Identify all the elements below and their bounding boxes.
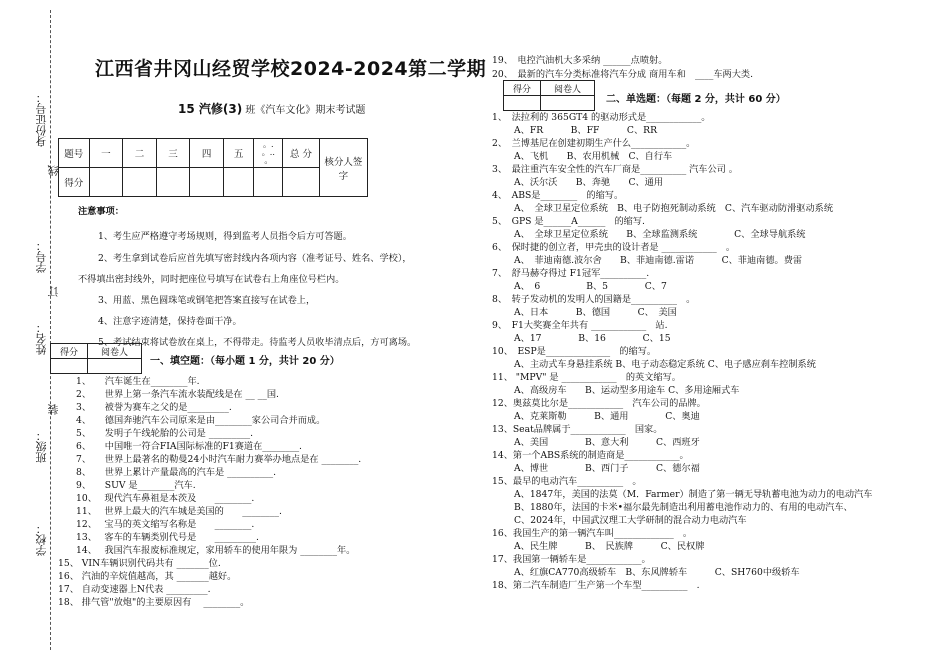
student-number-label: 学号： bbox=[35, 240, 48, 273]
score-input-cell bbox=[89, 168, 123, 197]
notice-item: 3、用蓝、黑色圆珠笔或钢笔把答案直接写在试卷上， bbox=[98, 295, 316, 306]
score-box-cell bbox=[504, 96, 541, 111]
fill-question: 6、 中国唯一符合FIA国际标准的F1赛道在________. bbox=[76, 441, 302, 452]
choice-question: 17、我国第一辆轿车是____________。 bbox=[492, 554, 651, 565]
fill-question: 2、 世界上第一条汽车流水装配线是在 __ __国. bbox=[76, 389, 279, 400]
choice-question: 18、第二汽车制造厂生产第一个车型__________ . bbox=[492, 580, 700, 591]
score-input-cell bbox=[283, 168, 320, 197]
fill-question: 11、 世界上最大的汽车城是美国的 ________. bbox=[76, 506, 282, 517]
class-name: 15 汽修(3) bbox=[178, 102, 243, 116]
fill-question: 10、 现代汽车鼻祖是本茨及 ________. bbox=[76, 493, 255, 504]
choice-options: A、沃尔沃 B、奔驰 C、通用 bbox=[514, 177, 664, 188]
section1-questions bbox=[58, 375, 361, 609]
score-cell: 得分 bbox=[59, 168, 90, 197]
notice-heading: 注意事项： bbox=[78, 206, 124, 217]
choice-question: 12、奥兹莫比尔是____________ 汽车公司的品牌。 bbox=[492, 398, 706, 409]
score-input-cell bbox=[254, 168, 283, 197]
notice-item: 1、考生应严格遵守考场规则，得到监考人员指令后方可答题。 bbox=[98, 231, 352, 242]
choice-options: A、民生牌 B、 民族牌 C、民权牌 bbox=[514, 541, 705, 552]
fill-question: 4、 德国奔驰汽车公司原来是由________家公司合并而成。 bbox=[76, 415, 326, 426]
choice-question: 6、 保时捷的创立者，甲壳虫的设计者是 ____________ 。 bbox=[492, 242, 736, 253]
choice-options: A、FR B、FF C、RR bbox=[514, 125, 657, 136]
fill-question: 18、 排气管"放炮"的主要原因有 ________。 bbox=[58, 597, 250, 608]
fill-question: 1、 汽车诞生在________年. bbox=[76, 376, 200, 387]
subtitle-rest: 班《汽车文化》期末考试题 bbox=[245, 105, 366, 116]
score-cell: 五 bbox=[223, 139, 254, 168]
section2-questions bbox=[492, 111, 932, 592]
choice-question: 11、 "MPV" 是 ____________ 的英文缩写。 bbox=[492, 372, 681, 383]
choice-options: A、红旗CA770高级轿车 B、东风牌轿车 C、SH760中级轿车 bbox=[514, 567, 800, 578]
fill-question: 15、 VIN车辆识别代码共有 _______位. bbox=[58, 558, 221, 569]
notice-item: 4、注意字迹清楚，保持卷面干净。 bbox=[98, 316, 242, 327]
id-number-label: 身份证号： bbox=[35, 92, 48, 147]
notice-item: 2、考生拿到试卷后应首先填写密封线内各项内容（准考证号、姓名、学校）， bbox=[98, 253, 412, 264]
school-label: 学校： bbox=[35, 523, 48, 556]
choice-options: A、博世 B、西门子 C、德尔福 bbox=[514, 463, 700, 474]
choice-question: 5、 GPS 是______A______ 的缩写. bbox=[492, 216, 645, 227]
section2-score-box bbox=[503, 80, 595, 111]
score-cell: 四 bbox=[190, 139, 224, 168]
fill-question: 16、 汽油的辛烷值越高，其 _______越好。 bbox=[58, 571, 237, 582]
score-input-cell bbox=[190, 168, 224, 197]
fill-question: 8、 世界上累计产量最高的汽车是 __________. bbox=[76, 467, 277, 478]
choice-options: A、主动式车身悬挂系统 B、电子动态稳定系统 C、电子感应刹车控制系统 bbox=[514, 359, 816, 370]
choice-question: 14、第一个ABS系统的制造商是____________。 bbox=[492, 450, 689, 461]
choice-options: A、克莱斯勒 B、通用 C、奥迪 bbox=[514, 411, 700, 422]
choice-options: A、美国 B、意大利 C、西班牙 bbox=[514, 437, 700, 448]
choice-question: 1、 法拉利的 365GT4 的驱动形式是____________。 bbox=[492, 112, 711, 123]
score-box-cell bbox=[51, 359, 88, 374]
score-table-header-row bbox=[59, 139, 368, 168]
choice-question: 13、Seat品牌属于____________ 国家。 bbox=[492, 424, 663, 435]
choice-options: A、 菲迪南德.波尔舍 B、菲迪南德.雷诺 C、菲迪南德。费雷 bbox=[514, 255, 803, 266]
fill-question: 7、 世界上最著名的勒曼24小时汽车耐力赛举办地点是在 ________. bbox=[76, 454, 362, 465]
name-label: 姓名： bbox=[35, 322, 48, 355]
seal-ding-mark: 订 bbox=[47, 286, 60, 297]
score-cell: 二 bbox=[123, 139, 157, 168]
binding-dashed-line bbox=[50, 10, 51, 650]
score-cell: 一 bbox=[89, 139, 123, 168]
score-box-cell bbox=[541, 96, 595, 111]
section1-score-box bbox=[50, 343, 142, 374]
score-cell: 总 分 bbox=[283, 139, 320, 168]
score-box-cell bbox=[88, 359, 142, 374]
notice-item: 不得填出密封线外，同时把座位号填写在试卷右上角座位号栏内。 bbox=[78, 274, 345, 285]
choice-question: 4、 ABS是________ 的缩写。 bbox=[492, 190, 624, 201]
score-input-cell bbox=[223, 168, 254, 197]
class-label: 班级： bbox=[35, 430, 48, 463]
choice-question: 3、 最注重汽车安全性的汽车厂商是__________ 汽车公司 。 bbox=[492, 164, 738, 175]
checker-signature-cell: 核分人签字 bbox=[319, 139, 367, 197]
score-box-label: 阅卷人 bbox=[88, 344, 142, 359]
score-input-cell bbox=[123, 168, 157, 197]
notice-item: 5、考试结束将试卷放在桌上，不得带走。待监考人员收毕清点后，方可离场。 bbox=[98, 337, 417, 348]
choice-question: 15、最早的电动汽车__________ 。 bbox=[492, 476, 642, 487]
score-box-label: 阅卷人 bbox=[541, 81, 595, 96]
choice-options: A、1847年，美国的法莫（M．Farmer）制造了第一辆无导轨蓄电池为动力的电动汽车 B、1880年，法国的卡米•福尔最先制造出利用蓄电池作动力的、有用的电动汽车、 C、2024年，中国武汉理工大学研制的混合动力电动汽车 bbox=[514, 489, 873, 526]
choice-options: A、 6 B、5 C、7 bbox=[514, 281, 667, 292]
score-box-label: 得分 bbox=[504, 81, 541, 96]
score-cell: 。. 。.. 。 bbox=[254, 139, 283, 168]
choice-options: A、17 B、16 C、15 bbox=[514, 333, 671, 344]
fill-question: 12、 宝马的英文缩写名称是 ________. bbox=[76, 519, 255, 530]
exam-subtitle bbox=[178, 100, 365, 117]
section1-heading: 一、填空题：（每小题 1 分，共计 20 分） bbox=[150, 356, 340, 367]
choice-options: A、日本 B、德国 C、 美国 bbox=[514, 307, 677, 318]
fill-question: 20、 最新的汽车分类标准将汽车分成 商用车和 ____车两大类. bbox=[492, 69, 753, 80]
choice-options: A、飞机 B、农用机械 C、自行车 bbox=[514, 151, 673, 162]
fill-question: 14、 我国汽车报废标准规定，家用轿车的使用年限为 ________年。 bbox=[76, 545, 356, 556]
choice-question: 7、 舒马赫夺得过 F1冠军__________. bbox=[492, 268, 650, 279]
score-box-label: 得分 bbox=[51, 344, 88, 359]
choice-question: 8、 转子发动机的发明人的国籍是__________ 。 bbox=[492, 294, 696, 305]
fill-question: 5、 发明子午线轮胎的公司是 _________. bbox=[76, 428, 254, 439]
page-title: 江西省井冈山经贸学校2024-2024第二学期 bbox=[95, 58, 487, 80]
choice-question: 9、 F1大奖赛全年共有 ____________ 站. bbox=[492, 320, 668, 331]
seal-zhuang-mark: 装 bbox=[47, 404, 60, 415]
score-input-cell bbox=[156, 168, 190, 197]
choice-question: 2、 兰博基尼在创建初期生产什么____________。 bbox=[492, 138, 696, 149]
choice-options: A、 全球卫星定位系统 B、全球监测系统 C、全球导航系统 bbox=[514, 229, 806, 240]
section2-heading: 二、单选题：（每题 2 分，共计 60 分） bbox=[606, 94, 786, 105]
score-cell: 题号 bbox=[59, 139, 90, 168]
choice-options: A、 全球卫星定位系统 B、电子防抱死制动系统 C、汽车驱动防滑驱动系统 bbox=[514, 203, 834, 214]
choice-question: 10、 ESP是______________ 的缩写。 bbox=[492, 346, 657, 357]
seal-line-mark: 线 bbox=[47, 165, 60, 176]
score-cell: 三 bbox=[156, 139, 190, 168]
fill-question: 3、 被誉为赛车之父的是_________. bbox=[76, 402, 232, 413]
fill-question: 9、 SUV 是________汽车. bbox=[76, 480, 196, 491]
choice-question: 16、我国生产的第一辆汽车叫_____________ 。 bbox=[492, 528, 693, 539]
score-table bbox=[58, 138, 368, 197]
fill-question: 13、 客车的车辆类别代号是 _________. bbox=[76, 532, 259, 543]
fill-question: 17、 自动变速器上N代表 _________. bbox=[58, 584, 211, 595]
fill-question: 19、 电控汽油机大多采纳 ______点喷射。 bbox=[492, 55, 668, 66]
choice-options: A、高级房车 B、运动型多用途车 C、多用途厢式车 bbox=[514, 385, 740, 396]
